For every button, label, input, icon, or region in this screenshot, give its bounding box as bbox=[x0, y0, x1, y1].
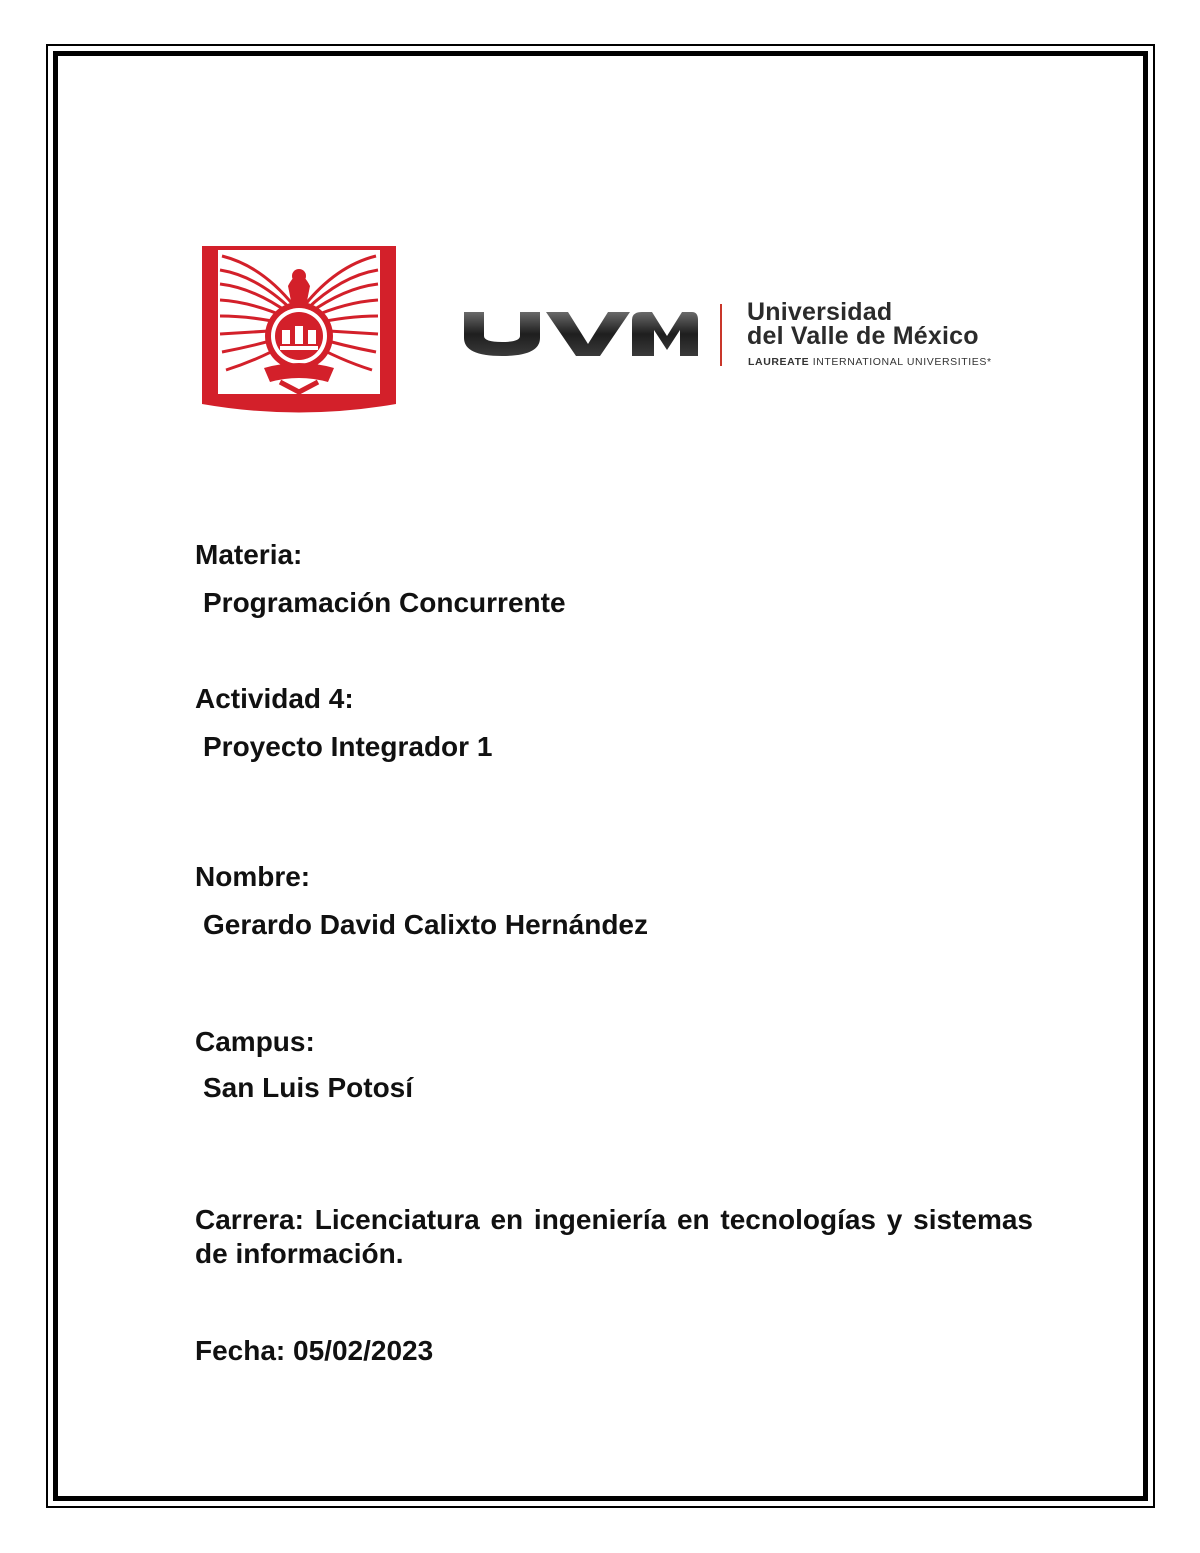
campus-field bbox=[195, 1025, 413, 1105]
university-name-line2: del Valle de México bbox=[747, 322, 979, 350]
nombre-label: Nombre: bbox=[195, 861, 311, 892]
tagline-brand: LAUREATE bbox=[748, 356, 810, 368]
uvm-logo bbox=[462, 300, 1062, 375]
uvm-wordmark-logo bbox=[462, 310, 698, 358]
materia-field bbox=[195, 538, 566, 620]
actividad-label: Actividad 4: bbox=[195, 683, 354, 714]
materia-label: Materia: bbox=[195, 539, 303, 570]
tagline-rest: INTERNATIONAL UNIVERSITIES bbox=[812, 356, 988, 368]
campus-label: Campus: bbox=[195, 1026, 315, 1057]
actividad-field bbox=[195, 682, 492, 764]
university-name-line1: Universidad bbox=[747, 298, 893, 326]
campus-value: San Luis Potosí bbox=[203, 1072, 414, 1103]
nombre-value: Gerardo David Calixto Hernández bbox=[203, 909, 649, 940]
university-name bbox=[747, 300, 979, 348]
nombre-field bbox=[195, 860, 648, 942]
fecha-text: Fecha: 05/02/2023 bbox=[195, 1335, 434, 1366]
carrera-text: Carrera: Licenciatura en ingeniería en tecnologías y sistemas de información. bbox=[195, 1204, 1033, 1269]
actividad-value: Proyecto Integrador 1 bbox=[203, 731, 493, 762]
materia-value: Programación Concurrente bbox=[203, 587, 566, 618]
university-seal-logo bbox=[202, 246, 396, 416]
logo-divider bbox=[720, 304, 722, 366]
laureate-tagline: LAUREATE INTERNATIONAL UNIVERSITIES* bbox=[748, 356, 992, 368]
